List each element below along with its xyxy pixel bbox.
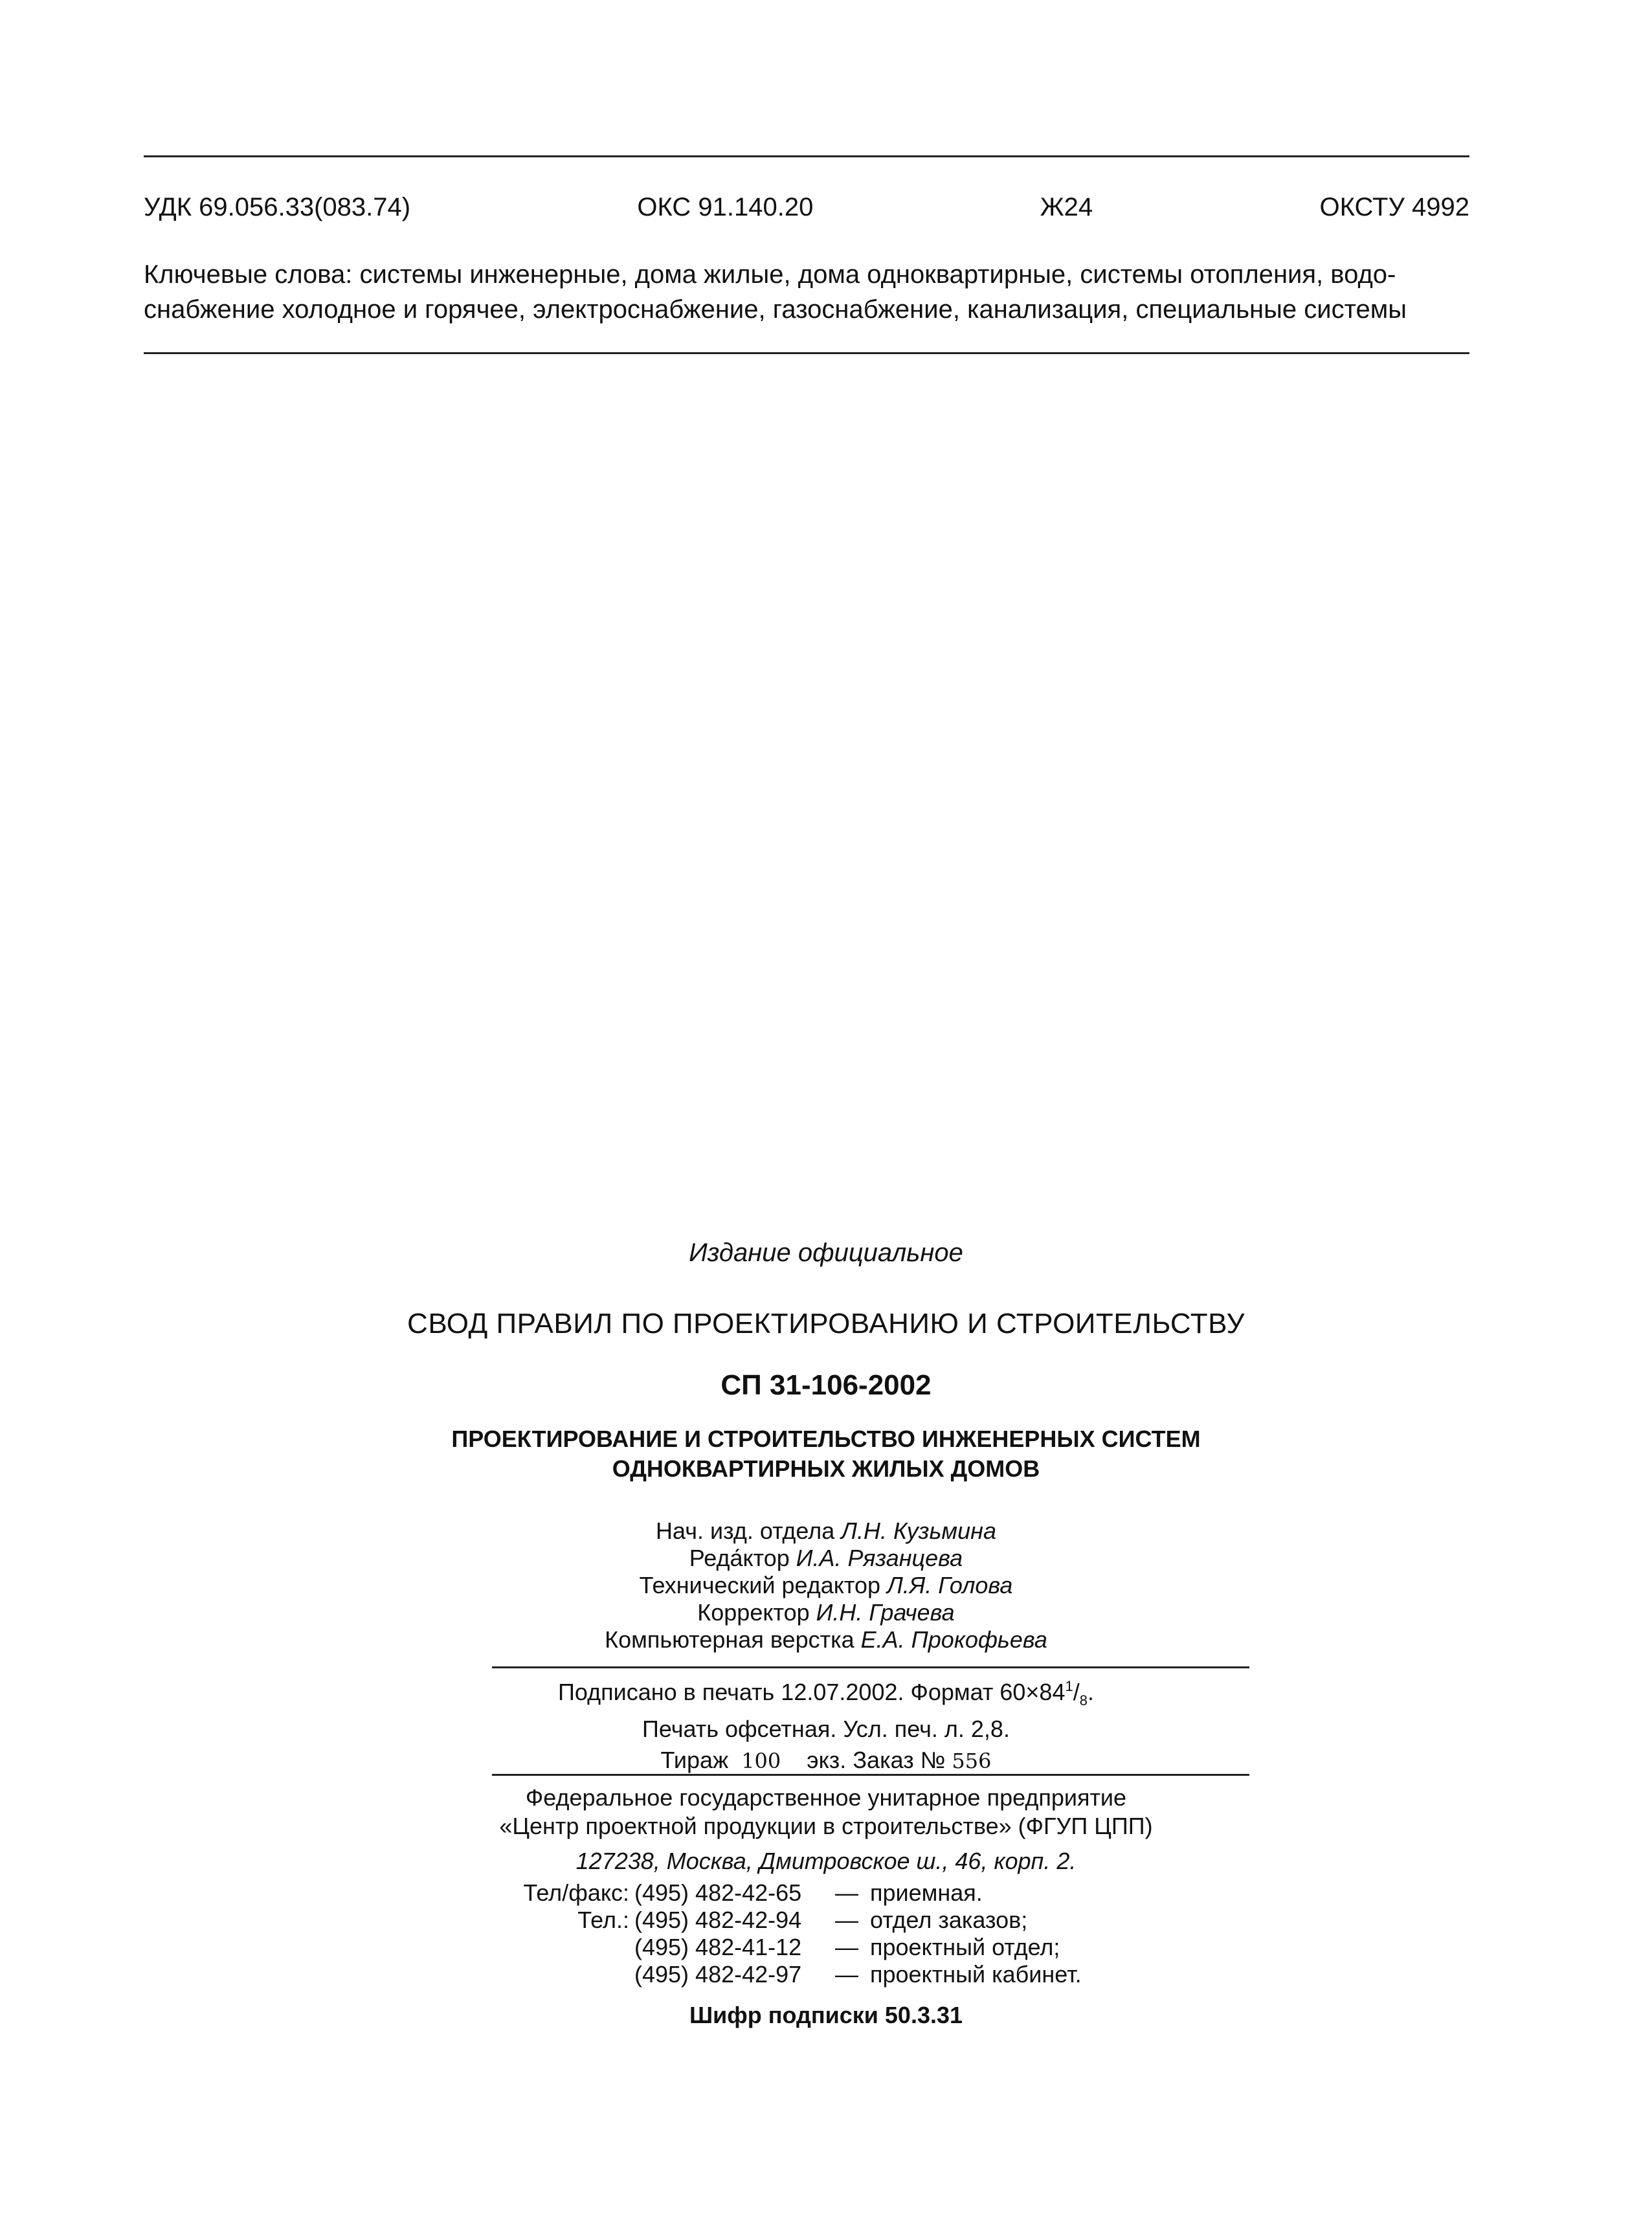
signed-line: Подписано в печать 12.07.2002. Формат $60\times 84^1/_8$. (557, 1678, 1095, 1708)
phone-description: приемная. (870, 1879, 983, 1906)
staff-role: Реда́ктор (689, 1545, 790, 1571)
group-code: Ж24 (1040, 193, 1093, 221)
phone-dash: — (835, 1879, 858, 1906)
staff-row (0, 1545, 1652, 1572)
run-order-line (0, 1746, 1652, 1775)
staff-name: И.А. Рязанцева (796, 1545, 963, 1571)
staff-row (0, 1572, 1652, 1599)
phone-label: Тел.: (577, 1907, 629, 1933)
staff-role: Корректор (697, 1599, 810, 1626)
format-numerator: 1 (1065, 1678, 1073, 1694)
publisher-address: 127238, Москва, Дмитровское ш., 46, корп. 2. (575, 1848, 1077, 1874)
document-title (0, 1424, 1652, 1484)
staff-role: Компьютерная верстка (605, 1626, 854, 1653)
phone-label (492, 1961, 634, 1988)
print-info-rule-bottom (492, 1774, 1249, 1776)
classification-line (144, 189, 1469, 225)
keywords-line-1: Ключевые слова: системы инженерные, дома жилые, дома одноквартирные, системы отопления, водо- (144, 260, 1396, 289)
order-label: экз. Заказ № (807, 1747, 946, 1773)
okstu-code: ОКСТУ 4992 (1319, 193, 1469, 221)
publisher-line-1: Федеральное государственное унитарное предприятие (525, 1784, 1127, 1811)
top-rule (144, 155, 1469, 157)
phone-label (492, 1934, 634, 1961)
staff-name: Л.Н. Кузьмина (841, 1518, 996, 1544)
edition-note: Издание официальное (689, 1238, 963, 1267)
run-value: 100 (741, 1749, 781, 1773)
udk-code: УДК 69.056.33(083.74) (144, 193, 411, 221)
signed-text: Подписано в печать 12.07.2002. Формат 60×84 (557, 1679, 1066, 1705)
phone-number: (495) 482-42-65 (634, 1879, 802, 1906)
phone-label: Тел/факс: (523, 1879, 629, 1906)
print-method-line: Печать офсетная. Усл. печ. л. 2,8. (642, 1716, 1010, 1742)
keywords-line-2: снабжение холодное и горячее, электроснабжение, газоснабжение, канализация, специальные системы (144, 295, 1407, 324)
print-info-rule-top (492, 1666, 1249, 1668)
staff-role: Нач. изд. отдела (656, 1518, 835, 1544)
phone-row (492, 1907, 1082, 1934)
phone-dash: — (835, 1907, 858, 1933)
keywords (144, 257, 1471, 327)
document-title-line-1: ПРОЕКТИРОВАНИЕ И СТРОИТЕЛЬСТВО ИНЖЕНЕРНЫХ СИСТЕМ (451, 1426, 1201, 1452)
publisher (0, 1784, 1652, 1876)
phone-dash: — (835, 1934, 858, 1960)
oks-code: ОКС 91.140.20 (637, 193, 814, 221)
phone-row (492, 1934, 1082, 1961)
subscription-code: Шифр подписки 50.3.31 (689, 2002, 963, 2028)
publisher-line-2: «Центр проектной продукции в строительстве» (ФГУП ЦПП) (499, 1813, 1153, 1839)
phone-number: (495) 482-41-12 (634, 1934, 802, 1960)
phone-number: (495) 482-42-94 (634, 1907, 802, 1933)
document-title-line-2: ОДНОКВАРТИРНЫХ ЖИЛЫХ ДОМОВ (612, 1455, 1040, 1482)
staff-name: Е.А. Прокофьева (860, 1626, 1047, 1653)
phone-description: проектный отдел; (870, 1934, 1060, 1960)
phone-row (492, 1961, 1082, 1988)
format-denominator: 8 (1079, 1692, 1088, 1708)
phone-description: проектный кабинет. (870, 1961, 1082, 1988)
print-info (0, 1672, 1652, 1775)
phone-dash: — (835, 1961, 858, 1988)
keywords-rule (144, 352, 1469, 354)
signed-suffix: . (1088, 1679, 1095, 1705)
order-value: 556 (952, 1749, 992, 1773)
phone-number: (495) 482-42-97 (634, 1961, 802, 1988)
staff-credits (0, 1518, 1652, 1653)
phone-list (492, 1879, 1082, 1988)
staff-name: И.Н. Грачева (816, 1599, 955, 1626)
phone-description: отдел заказов; (870, 1907, 1028, 1933)
staff-name: Л.Я. Голова (887, 1572, 1013, 1598)
run-label: Тираж (660, 1747, 729, 1773)
code-title: СВОД ПРАВИЛ ПО ПРОЕКТИРОВАНИЮ И СТРОИТЕЛЬСТВУ (407, 1308, 1245, 1339)
staff-row (0, 1599, 1652, 1626)
sp-number: СП 31-106-2002 (720, 1369, 932, 1401)
staff-row (0, 1626, 1652, 1653)
phone-row (492, 1879, 1082, 1907)
staff-row (0, 1518, 1652, 1545)
staff-role: Технический редактор (639, 1572, 881, 1598)
